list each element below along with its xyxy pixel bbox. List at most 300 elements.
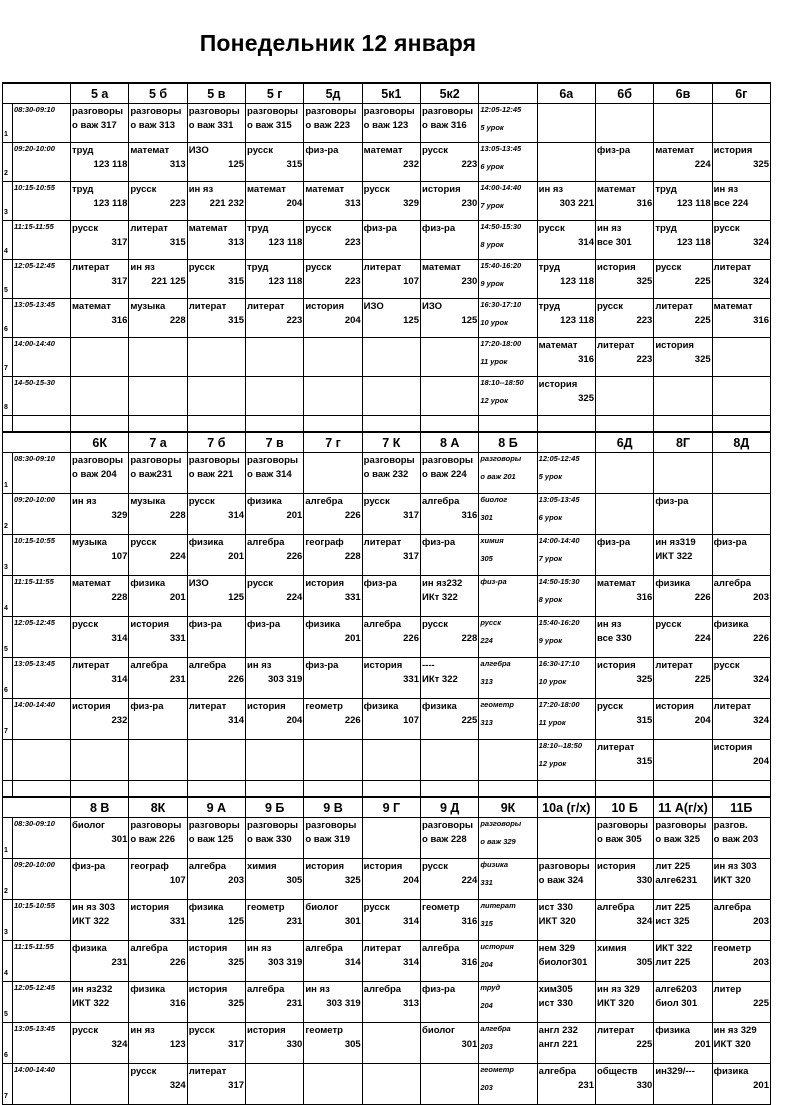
cell-line: труд xyxy=(247,223,269,234)
cell-line: русск xyxy=(422,861,449,872)
cell-line: ин яз xyxy=(247,943,272,954)
cell-line: алге6231 xyxy=(655,875,698,886)
cell-line: 325 xyxy=(578,393,594,404)
cell-line: литерат xyxy=(596,340,635,351)
empty-cell xyxy=(246,416,304,433)
empty-cell xyxy=(246,781,304,798)
cell-line: 123 118 xyxy=(676,198,711,209)
cell-line: 17:20-18:00 xyxy=(480,339,522,348)
cell-line: о важ 201 xyxy=(480,472,516,481)
class-header: 7 г xyxy=(304,432,362,453)
lesson-cell xyxy=(187,104,245,143)
cell-line xyxy=(71,393,128,407)
lesson-row xyxy=(3,900,771,941)
lesson-time-text: 09:20-10:00 xyxy=(14,495,55,504)
cell-line: ин яз232 xyxy=(422,578,463,589)
empty-cell xyxy=(421,416,479,433)
cell-line: биолог301 xyxy=(538,957,588,968)
cell-line: 313 xyxy=(344,198,361,209)
cell-line: 107 xyxy=(169,875,186,886)
cell-line: 303 319 xyxy=(326,998,361,1009)
lesson-number xyxy=(3,859,13,900)
cell-line: ин яз xyxy=(538,184,564,195)
cell-line: 331 xyxy=(344,592,361,603)
cell-line: о важ 330 xyxy=(247,834,292,845)
cell-line: 125 xyxy=(228,916,245,927)
class-header: 5к1 xyxy=(362,83,420,104)
cell-line xyxy=(538,818,595,834)
lesson-cell xyxy=(712,221,770,260)
cell-line xyxy=(596,120,653,134)
time-slot-cell xyxy=(537,535,595,576)
cell-line: разговоры xyxy=(655,820,707,831)
cell-line: 107 xyxy=(111,551,128,562)
cell-line: литерат xyxy=(713,701,752,712)
cell-line: 203 xyxy=(480,1083,493,1092)
lesson-cell xyxy=(421,104,479,143)
lesson-cell xyxy=(304,221,362,260)
cell-line: о важ 232 xyxy=(363,469,409,480)
cell-line: 125 xyxy=(228,159,245,170)
cell-line: все 330 xyxy=(596,633,632,644)
time-slot-cell xyxy=(479,982,537,1023)
cell-line: русск xyxy=(72,223,99,234)
cell-line: 204 xyxy=(694,715,711,726)
cell-line: алгебра xyxy=(130,943,168,954)
cell-line: русск xyxy=(305,223,332,234)
lesson-cell xyxy=(537,982,595,1023)
cell-line: 221 232 xyxy=(209,198,245,209)
cell-line: ин яз xyxy=(713,184,739,195)
cell-line: 317 xyxy=(111,237,128,248)
empty-cell xyxy=(304,781,362,798)
cell-line xyxy=(246,338,303,354)
cell-line: 324 xyxy=(753,237,769,248)
lesson-cell xyxy=(246,143,304,182)
cell-line: 12 урок xyxy=(538,759,567,768)
cell-line: алгебра xyxy=(596,902,635,913)
lesson-cell xyxy=(304,260,362,299)
time-slot-cell xyxy=(479,617,537,658)
lesson-cell xyxy=(129,699,187,740)
lesson-cell xyxy=(595,104,653,143)
cell-line xyxy=(538,120,595,134)
lesson-cell xyxy=(654,535,712,576)
cell-line: 12:05-12:45 xyxy=(538,454,580,463)
lesson-cell xyxy=(595,1064,653,1105)
cell-line xyxy=(129,354,186,368)
cell-line: ин яз xyxy=(305,984,330,995)
lesson-cell xyxy=(421,453,479,494)
cell-line xyxy=(713,393,770,407)
cell-line: 203 xyxy=(753,592,769,603)
cell-line: физика xyxy=(363,701,399,712)
lesson-number xyxy=(3,740,13,781)
cell-line: русск xyxy=(247,578,274,589)
cell-line: биол 301 xyxy=(655,998,698,1009)
cell-line xyxy=(363,1039,420,1053)
cell-line xyxy=(421,354,478,368)
lesson-cell xyxy=(129,221,187,260)
cell-line: алгебра xyxy=(363,619,402,630)
lesson-cell xyxy=(246,1023,304,1064)
time-slot-cell xyxy=(479,535,537,576)
cell-line: 123 118 xyxy=(93,198,128,209)
cell-line: труд xyxy=(480,983,501,992)
cell-line xyxy=(538,834,595,848)
lesson-row xyxy=(3,818,771,859)
lesson-cell xyxy=(595,338,653,377)
cell-line: географ xyxy=(130,861,169,872)
lesson-number-text: 8 xyxy=(4,404,8,411)
empty-cell xyxy=(595,781,653,798)
cell-line: история xyxy=(305,861,344,872)
cell-line: 317 xyxy=(403,510,419,521)
cell-line: 231 xyxy=(578,1080,594,1091)
cell-line: 231 xyxy=(111,957,128,968)
cell-line: геометр xyxy=(480,1065,514,1074)
lesson-cell xyxy=(129,299,187,338)
cell-line: история xyxy=(247,701,286,712)
empty-cell xyxy=(421,781,479,798)
cell-line: разговоры xyxy=(480,454,522,463)
cell-line xyxy=(246,377,303,393)
cell-line xyxy=(713,338,770,354)
cell-line: 223 xyxy=(286,315,303,326)
lesson-cell xyxy=(537,818,595,859)
cell-line xyxy=(363,1080,420,1094)
lesson-cell xyxy=(71,941,129,982)
cell-line: алгебра xyxy=(422,496,460,507)
cell-line: о важ 125 xyxy=(188,834,234,845)
lesson-cell xyxy=(187,1064,245,1105)
lesson-cell xyxy=(362,494,420,535)
cell-line: 314 xyxy=(403,957,419,968)
class-header: 7 б xyxy=(187,432,245,453)
cell-line: ин яз232 xyxy=(72,984,113,995)
lesson-number xyxy=(3,104,13,143)
cell-line: ист 325 xyxy=(655,916,690,927)
cell-line: русск xyxy=(713,223,740,234)
lesson-cell xyxy=(362,900,420,941)
time-slot-cell xyxy=(537,699,595,740)
cell-line: 303 319 xyxy=(268,957,303,968)
cell-line: труд xyxy=(72,145,94,156)
lesson-time xyxy=(13,941,71,982)
cell-line: 330 xyxy=(286,1039,303,1050)
cell-line: 228 xyxy=(169,315,186,326)
time-slot-cell xyxy=(479,1064,537,1105)
cell-line: литерат xyxy=(480,901,516,910)
cell-line: история xyxy=(188,943,228,954)
cell-line: разговоры xyxy=(480,819,522,828)
lesson-cell xyxy=(421,260,479,299)
cell-line: о важ 314 xyxy=(247,469,292,480)
cell-line xyxy=(421,377,478,393)
lesson-cell xyxy=(712,377,770,416)
cell-line xyxy=(246,756,303,770)
lesson-cell xyxy=(654,221,712,260)
lesson-cell xyxy=(71,576,129,617)
cell-line: о важ 325 xyxy=(655,834,700,845)
cell-line: история xyxy=(247,1025,286,1036)
empty-cell xyxy=(304,416,362,433)
cell-line: математ xyxy=(188,223,228,234)
cell-line: труд xyxy=(655,184,677,195)
lesson-number xyxy=(3,535,13,576)
cell-line: о важ231 xyxy=(130,469,173,480)
lesson-cell xyxy=(129,182,187,221)
lesson-cell xyxy=(304,576,362,617)
lesson-cell xyxy=(304,1064,362,1105)
cell-line: 303 221 xyxy=(559,198,594,209)
lesson-cell xyxy=(654,699,712,740)
lesson-time-text: 10:15-10:55 xyxy=(14,183,55,192)
empty-cell xyxy=(13,781,71,798)
cell-line: ИЗО xyxy=(422,301,443,312)
cell-line: 10 урок xyxy=(538,677,567,686)
cell-line: физика xyxy=(247,496,282,507)
cell-line: русск xyxy=(655,619,682,630)
cell-line: 7 урок xyxy=(480,201,504,210)
lesson-cell xyxy=(362,377,420,416)
lesson-cell xyxy=(362,982,420,1023)
lesson-cell xyxy=(187,182,245,221)
lesson-cell xyxy=(362,104,420,143)
cell-line: 315 xyxy=(480,919,493,928)
cell-line: 313 xyxy=(480,718,493,727)
cell-line: разговоры xyxy=(188,820,240,831)
lesson-time xyxy=(13,699,71,740)
cell-line xyxy=(596,104,653,120)
cell-line xyxy=(421,740,478,756)
cell-line: геометр xyxy=(305,1025,343,1036)
lesson-time xyxy=(13,338,71,377)
cell-line: алгебра xyxy=(713,578,752,589)
lesson-time-text: 10:15-10:55 xyxy=(14,536,55,545)
cell-line: геометр xyxy=(305,701,343,712)
cell-line: 8 урок xyxy=(480,240,504,249)
lesson-time-text: 11:15-11:55 xyxy=(14,942,54,951)
cell-line xyxy=(713,120,770,134)
cell-line: ин яз xyxy=(130,262,155,273)
cell-line: 107 xyxy=(403,276,419,287)
cell-line: биолог xyxy=(480,495,508,504)
cell-line: обществ xyxy=(596,1066,638,1077)
cell-line xyxy=(654,756,711,770)
cell-line: история xyxy=(305,301,344,312)
cell-line: разговоры xyxy=(422,820,473,831)
cell-line: 17:20-18:00 xyxy=(538,700,580,709)
cell-line: 224 xyxy=(480,636,493,645)
cell-line: 314 xyxy=(111,633,128,644)
lesson-cell xyxy=(246,377,304,416)
cell-line xyxy=(654,120,711,134)
cell-line xyxy=(363,354,420,368)
cell-line: разговоры xyxy=(247,820,299,831)
cell-line: 225 xyxy=(636,1039,653,1050)
lesson-cell xyxy=(421,1064,479,1105)
cell-line: 316 xyxy=(461,916,478,927)
cell-line xyxy=(246,354,303,368)
cell-line: ин яз xyxy=(72,496,97,507)
lesson-cell xyxy=(362,1064,420,1105)
cell-line: 314 xyxy=(228,715,245,726)
cell-line: алге6203 xyxy=(655,984,698,995)
cell-line: физ-ра xyxy=(247,619,281,630)
cell-line: ин яз xyxy=(247,660,272,671)
lesson-cell xyxy=(129,494,187,535)
lesson-cell xyxy=(187,338,245,377)
lesson-cell xyxy=(712,740,770,781)
time-slot-cell xyxy=(479,740,537,781)
cell-line: 316 xyxy=(636,198,653,209)
lesson-time xyxy=(13,859,71,900)
lesson-cell xyxy=(362,576,420,617)
lesson-cell xyxy=(187,299,245,338)
cell-line: 107 xyxy=(403,715,419,726)
lesson-time xyxy=(13,260,71,299)
cell-line xyxy=(713,494,770,510)
time-slot-cell xyxy=(479,299,537,338)
lesson-cell xyxy=(129,260,187,299)
empty-cell xyxy=(362,781,420,798)
lesson-cell xyxy=(362,143,420,182)
cell-line xyxy=(713,510,770,524)
lesson-number xyxy=(3,221,13,260)
cell-line: 223 xyxy=(636,354,653,365)
cell-line: 125 xyxy=(461,315,478,326)
class-header: 9 Д xyxy=(421,797,479,818)
cell-line: 226 xyxy=(694,592,711,603)
cell-line xyxy=(71,875,128,889)
empty-cell xyxy=(187,416,245,433)
lesson-cell xyxy=(187,859,245,900)
class-header: 6б xyxy=(595,83,653,104)
cell-line: 9 урок xyxy=(538,636,563,645)
lesson-number xyxy=(3,1023,13,1064)
lesson-time-text: 11:15-11:55 xyxy=(14,222,54,231)
lesson-cell xyxy=(362,699,420,740)
cell-line: физ-ра xyxy=(130,701,164,712)
cell-line: физ-ра xyxy=(422,984,456,995)
lesson-time xyxy=(13,535,71,576)
cell-line: русск xyxy=(130,1066,157,1077)
lesson-row xyxy=(3,982,771,1023)
cell-line: ин яз 329 xyxy=(713,1025,757,1036)
class-header: 5 б xyxy=(129,83,187,104)
lesson-time xyxy=(13,658,71,699)
cell-line: 305 xyxy=(480,554,493,563)
cell-line: 12:05-12:45 xyxy=(480,105,522,114)
lesson-cell xyxy=(654,182,712,221)
header-blank xyxy=(3,83,71,104)
cell-line: 231 xyxy=(169,674,186,685)
cell-line: о важ 204 xyxy=(72,469,117,480)
cell-line: о важ 123 xyxy=(363,120,409,131)
lesson-cell xyxy=(71,221,129,260)
cell-line xyxy=(713,551,770,565)
cell-line: 204 xyxy=(753,756,769,767)
cell-line: 231 xyxy=(286,998,303,1009)
cell-line xyxy=(713,453,770,469)
cell-line: 11 урок xyxy=(538,718,566,727)
cell-line xyxy=(71,756,128,770)
class-header: 9К xyxy=(479,797,537,818)
cell-line: русск xyxy=(655,262,682,273)
cell-line: 230 xyxy=(461,198,478,209)
lesson-cell xyxy=(421,859,479,900)
cell-line: англ 221 xyxy=(538,1039,578,1050)
cell-line: лит 225 xyxy=(655,902,691,913)
cell-line: литер xyxy=(713,984,742,995)
lesson-cell xyxy=(421,338,479,377)
cell-line: ин яз xyxy=(596,223,622,234)
cell-line: 301 xyxy=(111,834,128,845)
cell-line xyxy=(421,756,478,770)
cell-line: 305 xyxy=(636,957,653,968)
lesson-cell xyxy=(537,377,595,416)
cell-line: 314 xyxy=(344,957,361,968)
lesson-number-text: 3 xyxy=(4,564,8,571)
cell-line: 324 xyxy=(753,674,769,685)
lesson-cell xyxy=(712,299,770,338)
lesson-cell xyxy=(246,617,304,658)
cell-line: 225 xyxy=(694,674,711,685)
time-slot-cell xyxy=(479,818,537,859)
lesson-cell xyxy=(537,900,595,941)
cell-line: 314 xyxy=(578,237,594,248)
lesson-cell xyxy=(129,617,187,658)
cell-line: 14:50-15:30 xyxy=(538,577,580,586)
cell-line xyxy=(304,469,361,483)
cell-line: литерат xyxy=(72,262,110,273)
lesson-row xyxy=(3,1023,771,1064)
lesson-cell xyxy=(362,859,420,900)
cell-line: 125 xyxy=(228,592,245,603)
cell-line xyxy=(304,393,361,407)
cell-line: физ-ра xyxy=(72,861,106,872)
lesson-cell xyxy=(129,658,187,699)
lesson-cell xyxy=(71,1023,129,1064)
cell-line: 315 xyxy=(636,715,653,726)
lesson-number-text: 4 xyxy=(4,970,8,977)
cell-line: 324 xyxy=(753,715,769,726)
cell-line: 203 xyxy=(753,957,769,968)
cell-line: математ xyxy=(72,301,111,312)
cell-line: история xyxy=(713,742,753,753)
cell-line: 123 118 xyxy=(560,315,594,326)
cell-line xyxy=(596,393,653,407)
cell-line: ИКТ 320 xyxy=(596,998,635,1009)
cell-line: алгебра xyxy=(305,496,343,507)
lesson-cell xyxy=(362,941,420,982)
cell-line: литерат xyxy=(655,301,693,312)
lesson-cell xyxy=(129,818,187,859)
lesson-cell xyxy=(304,617,362,658)
time-slot-cell xyxy=(537,576,595,617)
lesson-number-text: 4 xyxy=(4,248,8,255)
lesson-number-text: 1 xyxy=(4,847,8,854)
time-slot-cell xyxy=(479,941,537,982)
lesson-cell xyxy=(595,740,653,781)
cell-line: математ xyxy=(655,145,695,156)
cell-line: 204 xyxy=(403,875,419,886)
cell-line: ИКТ 322 xyxy=(72,916,110,927)
cell-line xyxy=(654,104,711,120)
lesson-row xyxy=(3,740,771,781)
cell-line: все 301 xyxy=(596,237,632,248)
